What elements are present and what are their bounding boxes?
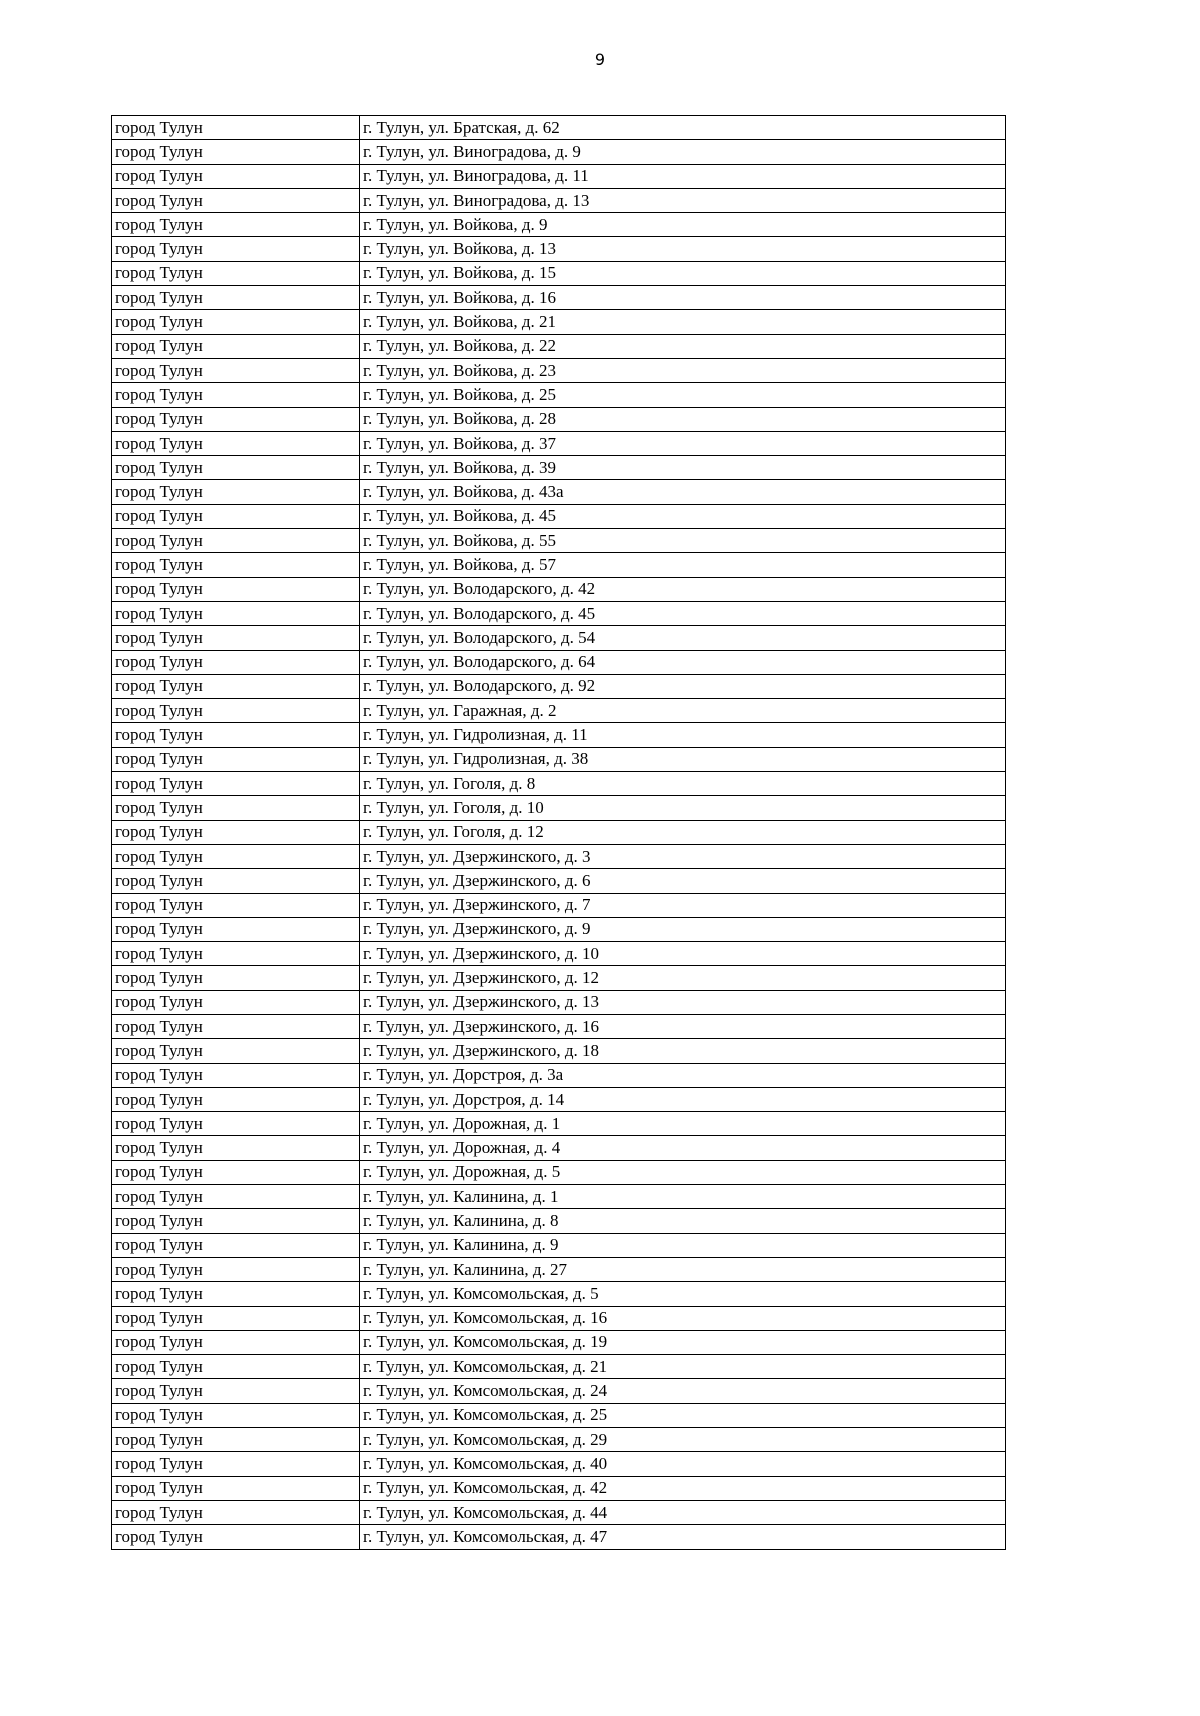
address-cell: г. Тулун, ул. Комсомольская, д. 29 [360,1428,1006,1452]
address-cell: г. Тулун, ул. Комсомольская, д. 5 [360,1282,1006,1306]
municipality-cell: город Тулун [112,504,360,528]
table-row [112,188,1006,212]
address-cell: г. Тулун, ул. Комсомольская, д. 16 [360,1306,1006,1330]
address-cell: г. Тулун, ул. Войкова, д. 57 [360,553,1006,577]
municipality-cell: город Тулун [112,358,360,382]
table-row [112,893,1006,917]
address-cell: г. Тулун, ул. Калинина, д. 8 [360,1209,1006,1233]
municipality-cell: город Тулун [112,1476,360,1500]
table-row [112,1112,1006,1136]
address-cell: г. Тулун, ул. Дорстроя, д. 14 [360,1087,1006,1111]
table-row [112,1476,1006,1500]
municipality-cell: город Тулун [112,772,360,796]
municipality-cell: город Тулун [112,1063,360,1087]
table-row [112,650,1006,674]
address-cell: г. Тулун, ул. Гоголя, д. 12 [360,820,1006,844]
table-row [112,286,1006,310]
address-cell: г. Тулун, ул. Володарского, д. 54 [360,626,1006,650]
municipality-cell: город Тулун [112,334,360,358]
municipality-cell: город Тулун [112,990,360,1014]
address-cell: г. Тулун, ул. Войкова, д. 22 [360,334,1006,358]
municipality-cell: город Тулун [112,237,360,261]
municipality-cell: город Тулун [112,1112,360,1136]
table-row [112,626,1006,650]
address-cell: г. Тулун, ул. Дзержинского, д. 7 [360,893,1006,917]
municipality-cell: город Тулун [112,1014,360,1038]
address-cell: г. Тулун, ул. Дзержинского, д. 13 [360,990,1006,1014]
municipality-cell: город Тулун [112,431,360,455]
municipality-cell: город Тулун [112,1306,360,1330]
address-cell: г. Тулун, ул. Войкова, д. 16 [360,286,1006,310]
municipality-cell: город Тулун [112,796,360,820]
table-row [112,456,1006,480]
table-row [112,1428,1006,1452]
municipality-cell: город Тулун [112,1087,360,1111]
table-row [112,529,1006,553]
table-row [112,310,1006,334]
address-cell: г. Тулун, ул. Войкова, д. 55 [360,529,1006,553]
municipality-cell: город Тулун [112,674,360,698]
municipality-cell: город Тулун [112,1355,360,1379]
address-cell: г. Тулун, ул. Братская, д. 62 [360,116,1006,140]
municipality-cell: город Тулун [112,699,360,723]
address-cell: г. Тулун, ул. Виноградова, д. 13 [360,188,1006,212]
municipality-cell: город Тулун [112,456,360,480]
address-cell: г. Тулун, ул. Виноградова, д. 11 [360,164,1006,188]
table-row [112,164,1006,188]
address-cell: г. Тулун, ул. Войкова, д. 25 [360,383,1006,407]
table-row [112,1330,1006,1354]
municipality-cell: город Тулун [112,140,360,164]
municipality-cell: город Тулун [112,820,360,844]
table-row [112,1379,1006,1403]
municipality-cell: город Тулун [112,480,360,504]
table-row [112,431,1006,455]
table-row [112,1039,1006,1063]
table-row [112,383,1006,407]
table-row [112,1403,1006,1427]
table-row [112,1185,1006,1209]
table-row [112,237,1006,261]
table-row [112,1257,1006,1281]
table-row [112,1355,1006,1379]
municipality-cell: город Тулун [112,723,360,747]
table-row [112,116,1006,140]
address-cell: г. Тулун, ул. Войкова, д. 37 [360,431,1006,455]
address-cell: г. Тулун, ул. Дорожная, д. 5 [360,1160,1006,1184]
municipality-cell: город Тулун [112,1160,360,1184]
address-cell: г. Тулун, ул. Калинина, д. 1 [360,1185,1006,1209]
table-row [112,1014,1006,1038]
address-cell: г. Тулун, ул. Гаражная, д. 2 [360,699,1006,723]
address-cell: г. Тулун, ул. Комсомольская, д. 24 [360,1379,1006,1403]
table-row [112,1136,1006,1160]
municipality-cell: город Тулун [112,1233,360,1257]
municipality-cell: город Тулун [112,869,360,893]
table-row [112,869,1006,893]
address-cell: г. Тулун, ул. Дзержинского, д. 16 [360,1014,1006,1038]
address-table-body [112,116,1006,1550]
municipality-cell: город Тулун [112,407,360,431]
table-row [112,1087,1006,1111]
address-cell: г. Тулун, ул. Дорстроя, д. 3а [360,1063,1006,1087]
address-cell: г. Тулун, ул. Дзержинского, д. 18 [360,1039,1006,1063]
address-cell: г. Тулун, ул. Войкова, д. 15 [360,261,1006,285]
municipality-cell: город Тулун [112,577,360,601]
address-cell: г. Тулун, ул. Войкова, д. 9 [360,213,1006,237]
table-row [112,942,1006,966]
address-cell: г. Тулун, ул. Комсомольская, д. 47 [360,1525,1006,1549]
municipality-cell: город Тулун [112,1185,360,1209]
table-row [112,1452,1006,1476]
table-row [112,1525,1006,1549]
table-row [112,407,1006,431]
table-row [112,966,1006,990]
municipality-cell: город Тулун [112,1428,360,1452]
table-row [112,917,1006,941]
table-row [112,1500,1006,1524]
table-row [112,140,1006,164]
address-cell: г. Тулун, ул. Виноградова, д. 9 [360,140,1006,164]
municipality-cell: город Тулун [112,1209,360,1233]
address-cell: г. Тулун, ул. Дзержинского, д. 6 [360,869,1006,893]
address-cell: г. Тулун, ул. Дорожная, д. 4 [360,1136,1006,1160]
page-number: 9 [594,50,606,69]
address-cell: г. Тулун, ул. Дзержинского, д. 9 [360,917,1006,941]
table-row [112,772,1006,796]
address-cell: г. Тулун, ул. Калинина, д. 9 [360,1233,1006,1257]
address-cell: г. Тулун, ул. Войкова, д. 43а [360,480,1006,504]
municipality-cell: город Тулун [112,966,360,990]
table-row [112,334,1006,358]
address-cell: г. Тулун, ул. Комсомольская, д. 21 [360,1355,1006,1379]
address-table [111,115,1006,1550]
table-row [112,1063,1006,1087]
table-row [112,504,1006,528]
municipality-cell: город Тулун [112,553,360,577]
municipality-cell: город Тулун [112,917,360,941]
address-cell: г. Тулун, ул. Войкова, д. 28 [360,407,1006,431]
address-cell: г. Тулун, ул. Дорожная, д. 1 [360,1112,1006,1136]
address-cell: г. Тулун, ул. Володарского, д. 92 [360,674,1006,698]
municipality-cell: город Тулун [112,286,360,310]
table-row [112,1233,1006,1257]
municipality-cell: город Тулун [112,1379,360,1403]
municipality-cell: город Тулун [112,747,360,771]
municipality-cell: город Тулун [112,310,360,334]
table-row [112,674,1006,698]
table-row [112,601,1006,625]
municipality-cell: город Тулун [112,1500,360,1524]
address-cell: г. Тулун, ул. Комсомольская, д. 44 [360,1500,1006,1524]
municipality-cell: город Тулун [112,529,360,553]
table-row [112,723,1006,747]
municipality-cell: город Тулун [112,844,360,868]
table-row [112,577,1006,601]
municipality-cell: город Тулун [112,116,360,140]
municipality-cell: город Тулун [112,188,360,212]
table-row [112,213,1006,237]
table-row [112,699,1006,723]
address-cell: г. Тулун, ул. Калинина, д. 27 [360,1257,1006,1281]
address-cell: г. Тулун, ул. Володарского, д. 45 [360,601,1006,625]
address-cell: г. Тулун, ул. Войкова, д. 23 [360,358,1006,382]
table-row [112,1209,1006,1233]
address-cell: г. Тулун, ул. Войкова, д. 39 [360,456,1006,480]
address-cell: г. Тулун, ул. Гоголя, д. 8 [360,772,1006,796]
table-row [112,1306,1006,1330]
municipality-cell: город Тулун [112,383,360,407]
table-row [112,1282,1006,1306]
table-row [112,261,1006,285]
municipality-cell: город Тулун [112,1257,360,1281]
address-cell: г. Тулун, ул. Дзержинского, д. 3 [360,844,1006,868]
table-row [112,820,1006,844]
municipality-cell: город Тулун [112,164,360,188]
municipality-cell: город Тулун [112,213,360,237]
address-cell: г. Тулун, ул. Войкова, д. 45 [360,504,1006,528]
address-cell: г. Тулун, ул. Комсомольская, д. 40 [360,1452,1006,1476]
municipality-cell: город Тулун [112,1330,360,1354]
municipality-cell: город Тулун [112,1525,360,1549]
address-cell: г. Тулун, ул. Гидролизная, д. 38 [360,747,1006,771]
address-cell: г. Тулун, ул. Комсомольская, д. 25 [360,1403,1006,1427]
table-row [112,990,1006,1014]
table-row [112,358,1006,382]
table-row [112,553,1006,577]
municipality-cell: город Тулун [112,626,360,650]
table-row [112,1160,1006,1184]
municipality-cell: город Тулун [112,1136,360,1160]
address-cell: г. Тулун, ул. Володарского, д. 42 [360,577,1006,601]
table-row [112,480,1006,504]
table-row [112,844,1006,868]
address-cell: г. Тулун, ул. Гидролизная, д. 11 [360,723,1006,747]
municipality-cell: город Тулун [112,1282,360,1306]
address-cell: г. Тулун, ул. Комсомольская, д. 42 [360,1476,1006,1500]
table-row [112,747,1006,771]
municipality-cell: город Тулун [112,261,360,285]
address-cell: г. Тулун, ул. Войкова, д. 13 [360,237,1006,261]
municipality-cell: город Тулун [112,1039,360,1063]
table-row [112,796,1006,820]
address-cell: г. Тулун, ул. Комсомольская, д. 19 [360,1330,1006,1354]
address-cell: г. Тулун, ул. Дзержинского, д. 10 [360,942,1006,966]
municipality-cell: город Тулун [112,893,360,917]
address-cell: г. Тулун, ул. Володарского, д. 64 [360,650,1006,674]
municipality-cell: город Тулун [112,650,360,674]
municipality-cell: город Тулун [112,942,360,966]
address-cell: г. Тулун, ул. Войкова, д. 21 [360,310,1006,334]
municipality-cell: город Тулун [112,1403,360,1427]
municipality-cell: город Тулун [112,601,360,625]
address-cell: г. Тулун, ул. Дзержинского, д. 12 [360,966,1006,990]
address-cell: г. Тулун, ул. Гоголя, д. 10 [360,796,1006,820]
municipality-cell: город Тулун [112,1452,360,1476]
